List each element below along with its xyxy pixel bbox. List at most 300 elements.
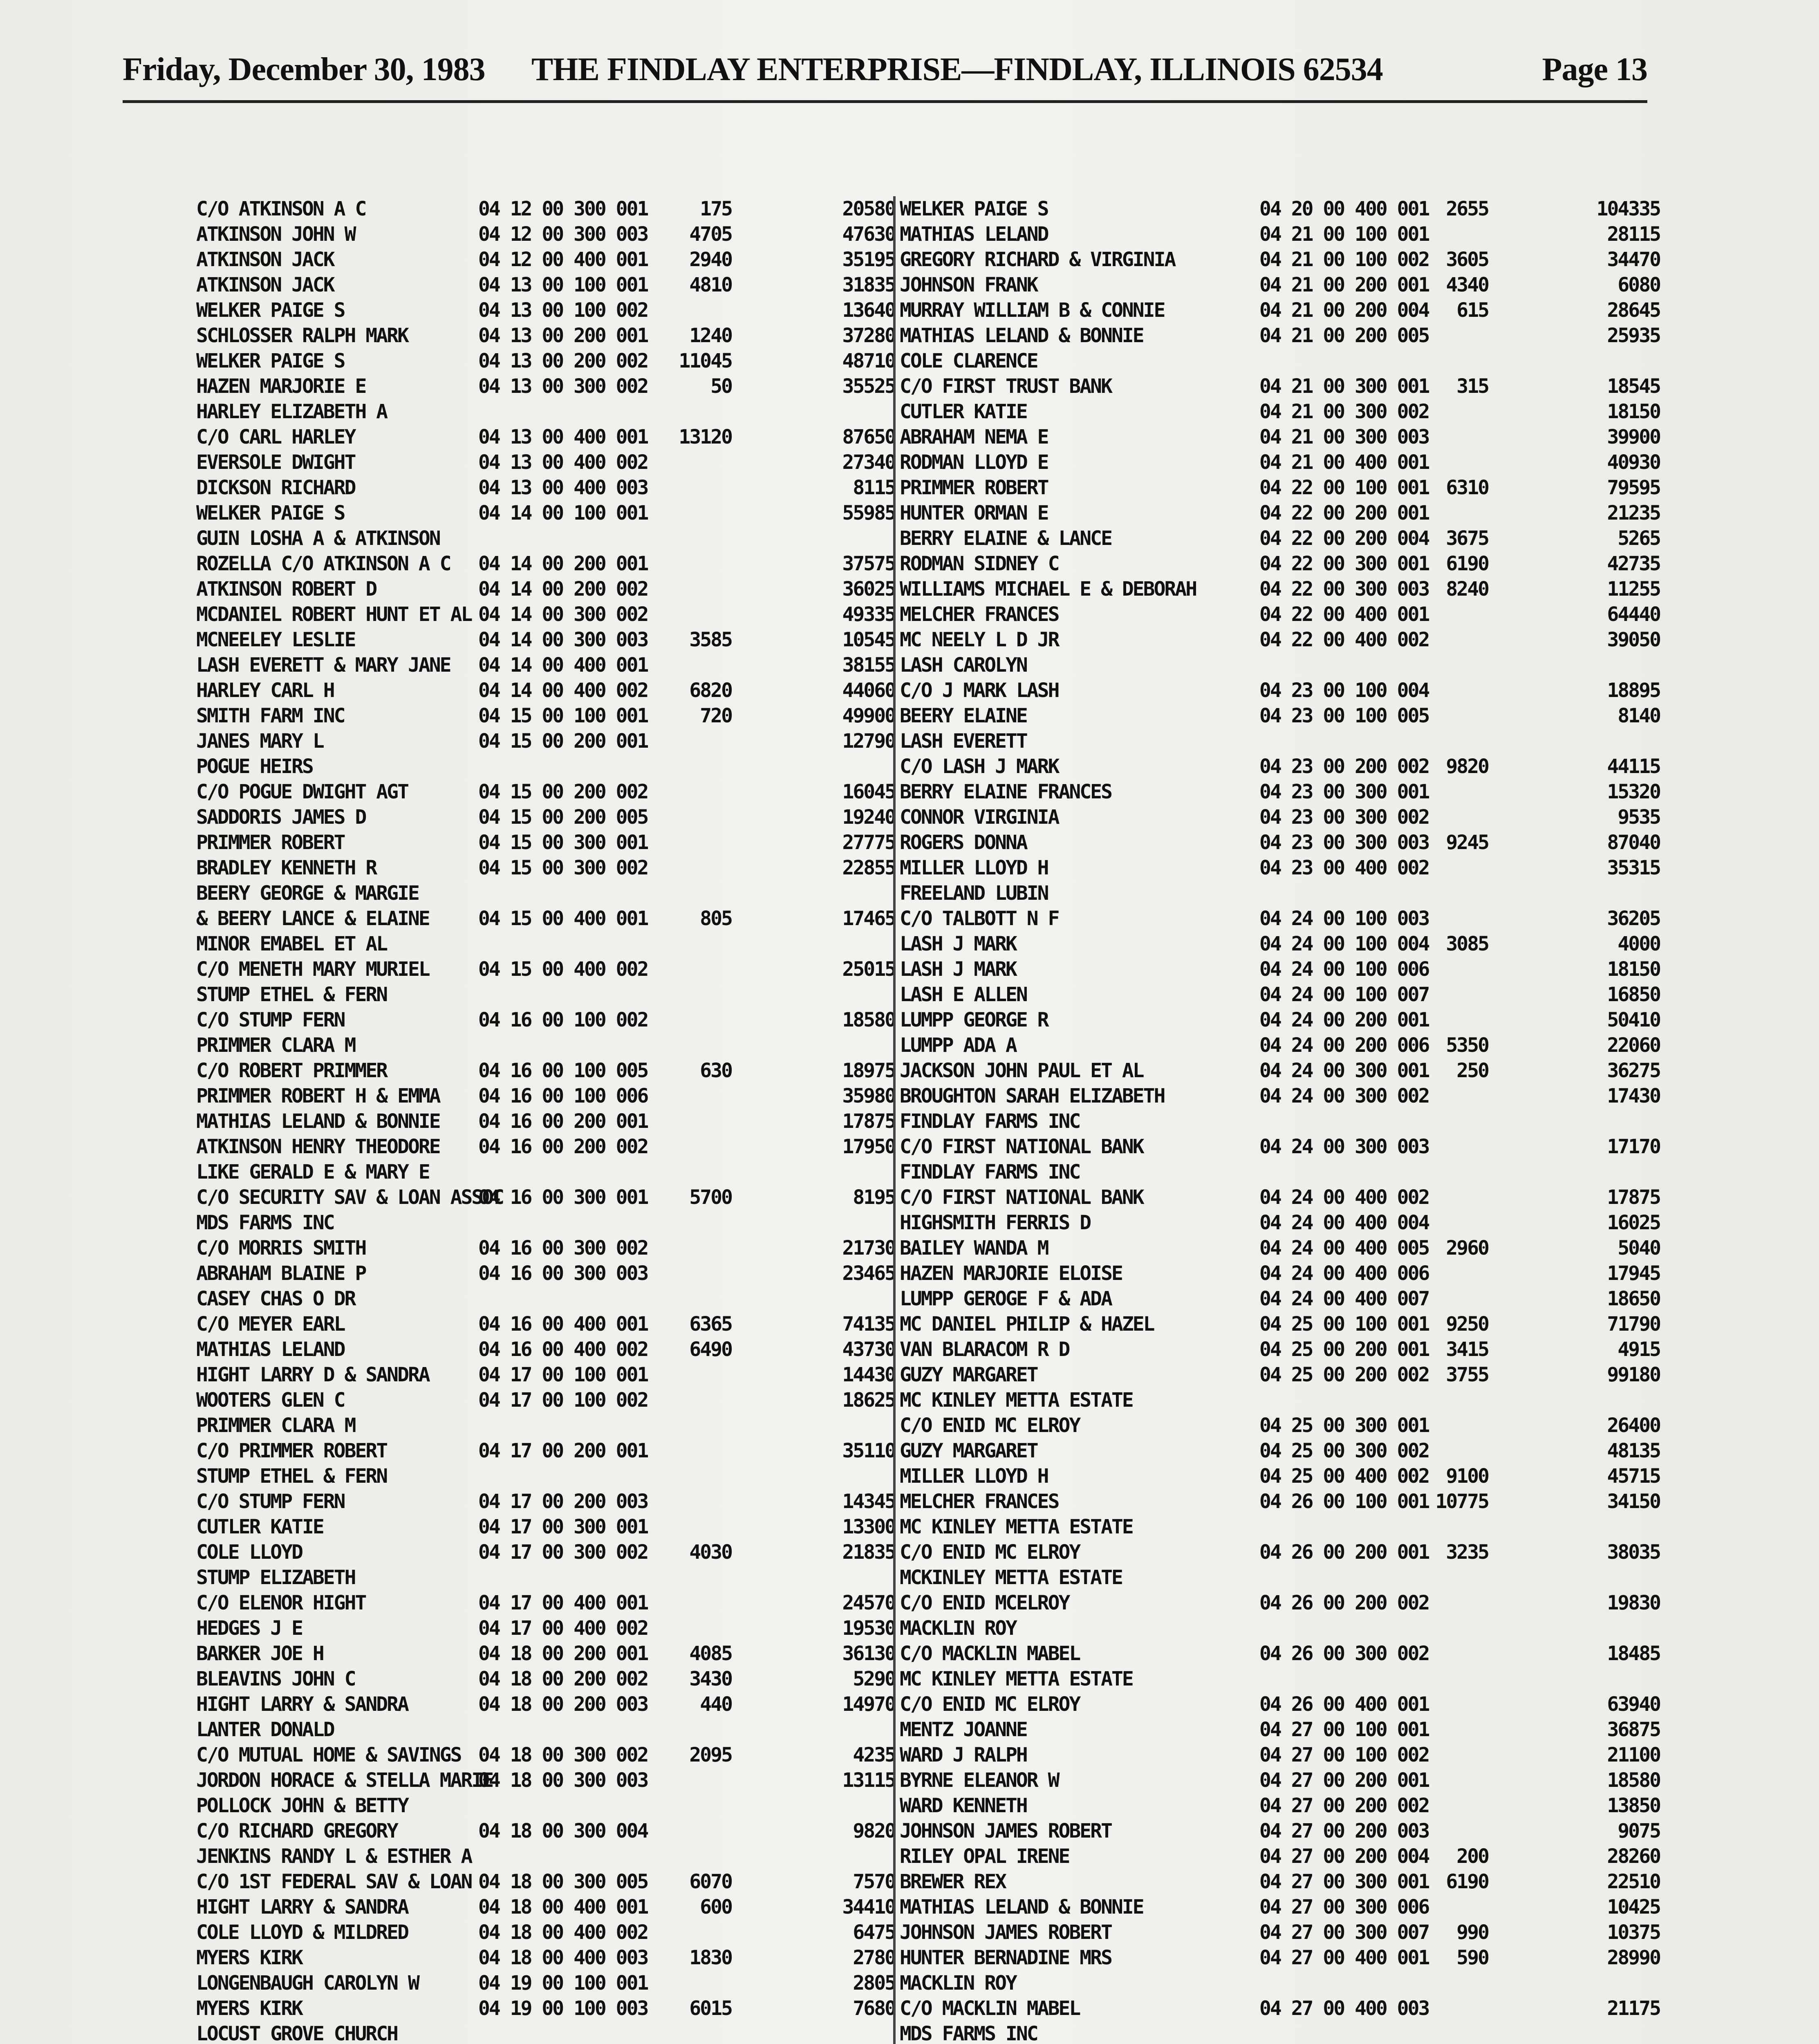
parcel-number: 04 18 00 200 002 bbox=[478, 1667, 648, 1690]
assessed-value-2: 19240 bbox=[842, 806, 895, 829]
assessed-value-1: 2655 bbox=[1446, 197, 1488, 220]
owner-name: C/O PRIMMER ROBERT bbox=[196, 1439, 387, 1462]
listing-row bbox=[196, 475, 895, 500]
parcel-number: 04 22 00 400 001 bbox=[1259, 603, 1429, 626]
parcel-number: 04 18 00 400 001 bbox=[478, 1896, 648, 1918]
parcel-number: 04 15 00 100 001 bbox=[478, 704, 648, 727]
parcel-number: 04 19 00 100 003 bbox=[478, 1997, 648, 2020]
listing-row bbox=[900, 906, 1668, 931]
owner-name: WELKER PAIGE S bbox=[196, 299, 345, 322]
listing-row bbox=[196, 1894, 895, 1920]
parcel-number: 04 21 00 300 001 bbox=[1259, 375, 1429, 398]
assessed-value-1: 3430 bbox=[689, 1667, 732, 1690]
owner-name: HIGHT LARRY D & SANDRA bbox=[196, 1363, 429, 1386]
assessed-value-1: 3235 bbox=[1446, 1541, 1488, 1564]
assessed-value-2: 39900 bbox=[1607, 426, 1660, 448]
assessed-value-2: 34150 bbox=[1607, 1490, 1660, 1513]
listing-row bbox=[900, 830, 1668, 855]
assessed-value-1: 200 bbox=[1456, 1845, 1488, 1868]
assessed-value-1: 4340 bbox=[1446, 273, 1488, 296]
assessed-value-2: 87040 bbox=[1607, 831, 1660, 854]
assessed-value-2: 36875 bbox=[1607, 1718, 1660, 1741]
owner-name: VAN BLARACOM R D bbox=[900, 1338, 1069, 1361]
assessed-value-2: 4000 bbox=[1617, 932, 1660, 955]
parcel-number: 04 24 00 100 007 bbox=[1259, 983, 1429, 1006]
owner-name: C/O CARL HARLEY bbox=[196, 426, 355, 448]
issue-date: Friday, December 30, 1983 bbox=[123, 52, 485, 87]
owner-name: BEERY GEORGE & MARGIE bbox=[196, 882, 419, 905]
parcel-number: 04 23 00 300 001 bbox=[1259, 780, 1429, 803]
listing-row bbox=[196, 222, 895, 247]
assessed-value-2: 25935 bbox=[1607, 324, 1660, 347]
parcel-number: 04 24 00 100 006 bbox=[1259, 958, 1429, 981]
assessed-value-2: 8140 bbox=[1617, 704, 1660, 727]
owner-name: C/O MORRIS SMITH bbox=[196, 1237, 366, 1260]
parcel-number: 04 27 00 200 004 bbox=[1259, 1845, 1429, 1868]
parcel-number: 04 27 00 300 001 bbox=[1259, 1870, 1429, 1893]
listing-row bbox=[196, 424, 895, 450]
assessed-value-1: 9820 bbox=[1446, 755, 1488, 778]
assessed-value-2: 49335 bbox=[842, 603, 895, 626]
assessed-value-2: 14345 bbox=[842, 1490, 895, 1513]
assessed-value-2: 35315 bbox=[1607, 856, 1660, 879]
parcel-number: 04 14 00 400 002 bbox=[478, 679, 648, 702]
assessed-value-1: 4705 bbox=[689, 223, 732, 246]
listing-row bbox=[900, 1033, 1668, 1058]
listing-row bbox=[196, 247, 895, 272]
owner-name: MELCHER FRANCES bbox=[900, 1490, 1059, 1513]
owner-name: FINDLAY FARMS INC bbox=[900, 1110, 1080, 1133]
listing-row bbox=[900, 1996, 1668, 2021]
listing-row bbox=[196, 1590, 895, 1616]
assessed-value-2: 17875 bbox=[1607, 1186, 1660, 1209]
assessed-value-2: 79595 bbox=[1607, 476, 1660, 499]
listing-row bbox=[900, 779, 1668, 805]
owner-name: HUNTER ORMAN E bbox=[900, 502, 1048, 524]
owner-name: MCNEELEY LESLIE bbox=[196, 628, 355, 651]
listing-row bbox=[900, 652, 1668, 678]
assessed-value-2: 9820 bbox=[853, 1820, 895, 1842]
parcel-number: 04 24 00 400 007 bbox=[1259, 1287, 1429, 1310]
listing-row bbox=[900, 348, 1668, 374]
listing-row bbox=[900, 728, 1668, 754]
assessed-value-1: 990 bbox=[1456, 1921, 1488, 1944]
listing-row bbox=[900, 222, 1668, 247]
assessed-value-2: 5040 bbox=[1617, 1237, 1660, 1260]
assessed-value-1: 3585 bbox=[689, 628, 732, 651]
listing-row bbox=[900, 1945, 1668, 1970]
listing-row bbox=[196, 1768, 895, 1793]
owner-name: WILLIAMS MICHAEL E & DEBORAH bbox=[900, 578, 1196, 601]
listing-row bbox=[900, 1920, 1668, 1945]
owner-name: GUIN LOSHA A & ATKINSON bbox=[196, 527, 440, 550]
assessed-value-2: 19830 bbox=[1607, 1591, 1660, 1614]
parcel-number: 04 15 00 300 002 bbox=[478, 856, 648, 879]
parcel-number: 04 21 00 300 003 bbox=[1259, 426, 1429, 448]
assessed-value-2: 18150 bbox=[1607, 958, 1660, 981]
owner-name: MACKLIN ROY bbox=[900, 1617, 1016, 1640]
owner-name: SMITH FARM INC bbox=[196, 704, 345, 727]
parcel-number: 04 18 00 200 001 bbox=[478, 1642, 648, 1665]
assessed-value-1: 2940 bbox=[689, 248, 732, 271]
listing-row bbox=[900, 424, 1668, 450]
owner-name: ATKINSON JACK bbox=[196, 273, 334, 296]
assessed-value-1: 50 bbox=[710, 375, 732, 398]
assessed-value-1: 1240 bbox=[689, 324, 732, 347]
owner-name: MATHIAS LELAND & BONNIE bbox=[196, 1110, 440, 1133]
listing-row bbox=[196, 1261, 895, 1286]
assessed-value-2: 17170 bbox=[1607, 1135, 1660, 1158]
parcel-number: 04 14 00 200 001 bbox=[478, 552, 648, 575]
owner-name: C/O ATKINSON A C bbox=[196, 197, 366, 220]
owner-name: C/O LASH J MARK bbox=[900, 755, 1059, 778]
parcel-number: 04 13 00 200 002 bbox=[478, 350, 648, 372]
parcel-number: 04 17 00 100 002 bbox=[478, 1389, 648, 1412]
assessed-value-2: 47630 bbox=[842, 223, 895, 246]
parcel-number: 04 13 00 400 001 bbox=[478, 426, 648, 448]
parcel-number: 04 16 00 100 005 bbox=[478, 1059, 648, 1082]
listing-row bbox=[900, 247, 1668, 272]
listing-row bbox=[900, 881, 1668, 906]
parcel-number: 04 21 00 200 001 bbox=[1259, 273, 1429, 296]
listing-row bbox=[196, 1818, 895, 1844]
owner-name: MC KINLEY METTA ESTATE bbox=[900, 1389, 1133, 1412]
assessed-value-2: 36130 bbox=[842, 1642, 895, 1665]
assessed-value-2: 50410 bbox=[1607, 1009, 1660, 1031]
owner-name: HAZEN MARJORIE ELOISE bbox=[900, 1262, 1122, 1285]
assessed-value-1: 3415 bbox=[1446, 1338, 1488, 1361]
parcel-number: 04 14 00 400 001 bbox=[478, 654, 648, 677]
listing-row bbox=[196, 1616, 895, 1641]
parcel-number: 04 25 00 300 002 bbox=[1259, 1439, 1429, 1462]
parcel-number: 04 24 00 400 006 bbox=[1259, 1262, 1429, 1285]
assessed-value-1: 250 bbox=[1456, 1059, 1488, 1082]
assessed-value-2: 22060 bbox=[1607, 1034, 1660, 1057]
owner-name: EVERSOLE DWIGHT bbox=[196, 451, 355, 474]
listing-row bbox=[196, 1742, 895, 1768]
parcel-number: 04 27 00 200 001 bbox=[1259, 1769, 1429, 1792]
listing-row bbox=[196, 1438, 895, 1464]
assessed-value-1: 1830 bbox=[689, 1946, 732, 1969]
owner-name: C/O ENID MC ELROY bbox=[900, 1541, 1080, 1564]
parcel-number: 04 26 00 300 002 bbox=[1259, 1642, 1429, 1665]
listing-row bbox=[900, 500, 1668, 526]
parcel-number: 04 24 00 100 003 bbox=[1259, 907, 1429, 930]
parcel-number: 04 25 00 300 001 bbox=[1259, 1414, 1429, 1437]
owner-name: C/O FIRST TRUST BANK bbox=[900, 375, 1111, 398]
owner-name: PRIMMER CLARA M bbox=[196, 1034, 355, 1057]
listing-row bbox=[196, 1641, 895, 1666]
assessed-value-2: 13300 bbox=[842, 1515, 895, 1538]
parcel-number: 04 21 00 300 002 bbox=[1259, 400, 1429, 423]
assessed-value-2: 64440 bbox=[1607, 603, 1660, 626]
owner-name: C/O ENID MC ELROY bbox=[900, 1414, 1080, 1437]
assessed-value-2: 22510 bbox=[1607, 1870, 1660, 1893]
assessed-value-2: 4915 bbox=[1617, 1338, 1660, 1361]
listing-row bbox=[196, 1159, 895, 1185]
assessed-value-2: 27775 bbox=[842, 831, 895, 854]
parcel-number: 04 22 00 300 003 bbox=[1259, 578, 1429, 601]
owner-name: STUMP ETHEL & FERN bbox=[196, 1465, 387, 1488]
assessed-value-2: 18625 bbox=[842, 1389, 895, 1412]
assessed-value-1: 440 bbox=[700, 1693, 732, 1716]
owner-name: LASH E ALLEN bbox=[900, 983, 1027, 1006]
listing-row bbox=[900, 1185, 1668, 1210]
parcel-number: 04 24 00 400 002 bbox=[1259, 1186, 1429, 1209]
assessed-value-1: 315 bbox=[1456, 375, 1488, 398]
assessed-value-2: 43730 bbox=[842, 1338, 895, 1361]
owner-name: BAILEY WANDA M bbox=[900, 1237, 1048, 1260]
listing-row bbox=[900, 1565, 1668, 1590]
parcel-number: 04 15 00 200 005 bbox=[478, 806, 648, 829]
assessed-value-2: 14430 bbox=[842, 1363, 895, 1386]
assessed-value-2: 18650 bbox=[1607, 1287, 1660, 1310]
owner-name: BREWER REX bbox=[900, 1870, 1006, 1893]
owner-name: HARLEY ELIZABETH A bbox=[196, 400, 387, 423]
listing-row bbox=[196, 1362, 895, 1387]
assessed-value-1: 6365 bbox=[689, 1313, 732, 1336]
owner-name: GREGORY RICHARD & VIRGINIA bbox=[900, 248, 1175, 271]
parcel-number: 04 21 00 100 002 bbox=[1259, 248, 1429, 271]
listing-row bbox=[900, 1210, 1668, 1235]
listing-row bbox=[196, 399, 895, 424]
owner-name: DICKSON RICHARD bbox=[196, 476, 355, 499]
listing-row bbox=[900, 754, 1668, 779]
assessed-value-2: 18545 bbox=[1607, 375, 1660, 398]
parcel-number: 04 13 00 100 001 bbox=[478, 273, 648, 296]
listing-row bbox=[900, 475, 1668, 500]
parcel-number: 04 27 00 400 001 bbox=[1259, 1946, 1429, 1969]
listing-row bbox=[900, 1514, 1668, 1540]
assessed-value-2: 13115 bbox=[842, 1769, 895, 1792]
assessed-value-2: 28260 bbox=[1607, 1845, 1660, 1868]
owner-name: LANTER DONALD bbox=[196, 1718, 334, 1741]
owner-name: RODMAN SIDNEY C bbox=[900, 552, 1059, 575]
parcel-number: 04 16 00 300 003 bbox=[478, 1262, 648, 1285]
owner-name: FREELAND LUBIN bbox=[900, 882, 1048, 905]
listing-row bbox=[900, 805, 1668, 830]
owner-name: MATHIAS LELAND & BONNIE bbox=[900, 324, 1143, 347]
owner-name: WARD KENNETH bbox=[900, 1794, 1027, 1817]
parcel-number: 04 27 00 300 006 bbox=[1259, 1896, 1429, 1918]
assessed-value-2: 21235 bbox=[1607, 502, 1660, 524]
parcel-number: 04 27 00 400 003 bbox=[1259, 1997, 1429, 2020]
owner-name: POLLOCK JOHN & BETTY bbox=[196, 1794, 408, 1817]
assessed-value-2: 21835 bbox=[842, 1541, 895, 1564]
owner-name: HUNTER BERNADINE MRS bbox=[900, 1946, 1111, 1969]
assessed-value-2: 7570 bbox=[853, 1870, 895, 1893]
parcel-number: 04 27 00 300 007 bbox=[1259, 1921, 1429, 1944]
listing-row bbox=[196, 1666, 895, 1692]
assessed-value-2: 17945 bbox=[1607, 1262, 1660, 1285]
assessed-value-1: 4030 bbox=[689, 1541, 732, 1564]
owner-name: ATKINSON HENRY THEODORE bbox=[196, 1135, 440, 1158]
listing-row bbox=[196, 1286, 895, 1311]
assessed-value-2: 5290 bbox=[853, 1667, 895, 1690]
listing-row bbox=[900, 1464, 1668, 1489]
owner-name: MCDANIEL ROBERT HUNT ET AL bbox=[196, 603, 472, 626]
listing-row bbox=[900, 1666, 1668, 1692]
assessed-value-2: 35195 bbox=[842, 248, 895, 271]
owner-name: LASH EVERETT & MARY JANE bbox=[196, 654, 450, 677]
parcel-number: 04 20 00 400 001 bbox=[1259, 197, 1429, 220]
masthead bbox=[123, 39, 1647, 100]
owner-name: ABRAHAM BLAINE P bbox=[196, 1262, 366, 1285]
owner-name: C/O MACKLIN MABEL bbox=[900, 1997, 1080, 2020]
assessed-value-2: 19530 bbox=[842, 1617, 895, 1640]
listing-row bbox=[900, 576, 1668, 602]
listing-row bbox=[196, 1311, 895, 1337]
owner-name: JANES MARY L bbox=[196, 730, 323, 753]
owner-name: LONGENBAUGH CAROLYN W bbox=[196, 1972, 419, 1995]
assessed-value-1: 6070 bbox=[689, 1870, 732, 1893]
parcel-number: 04 15 00 300 001 bbox=[478, 831, 648, 854]
owner-name: RODMAN LLOYD E bbox=[900, 451, 1048, 474]
assessed-value-1: 5700 bbox=[689, 1186, 732, 1209]
owner-name: BARKER JOE H bbox=[196, 1642, 323, 1665]
owner-name: C/O SECURITY SAV & LOAN ASSOC bbox=[196, 1186, 504, 1209]
assessed-value-2: 15320 bbox=[1607, 780, 1660, 803]
tax-listing-right-column bbox=[893, 196, 1668, 2044]
owner-name: C/O STUMP FERN bbox=[196, 1490, 345, 1513]
listing-row bbox=[900, 602, 1668, 627]
parcel-number: 04 18 00 400 002 bbox=[478, 1921, 648, 1944]
listing-row bbox=[196, 374, 895, 399]
owner-name: MYERS KIRK bbox=[196, 1997, 302, 2020]
owner-name: GUZY MARGARET bbox=[900, 1439, 1037, 1462]
parcel-number: 04 18 00 200 003 bbox=[478, 1693, 648, 1716]
owner-name: C/O STUMP FERN bbox=[196, 1009, 345, 1031]
listing-row bbox=[900, 1742, 1668, 1768]
parcel-number: 04 25 00 200 001 bbox=[1259, 1338, 1429, 1361]
parcel-number: 04 15 00 400 001 bbox=[478, 907, 648, 930]
parcel-number: 04 26 00 200 001 bbox=[1259, 1541, 1429, 1564]
assessed-value-1: 8240 bbox=[1446, 578, 1488, 601]
owner-name: BEERY ELAINE bbox=[900, 704, 1027, 727]
assessed-value-2: 10545 bbox=[842, 628, 895, 651]
parcel-number: 04 17 00 100 001 bbox=[478, 1363, 648, 1386]
parcel-number: 04 27 00 200 003 bbox=[1259, 1820, 1429, 1842]
parcel-number: 04 16 00 400 001 bbox=[478, 1313, 648, 1336]
assessed-value-1: 175 bbox=[700, 197, 732, 220]
parcel-number: 04 12 00 400 001 bbox=[478, 248, 648, 271]
owner-name: LASH J MARK bbox=[900, 958, 1016, 981]
parcel-number: 04 21 00 400 001 bbox=[1259, 451, 1429, 474]
assessed-value-1: 2095 bbox=[689, 1744, 732, 1766]
assessed-value-1: 600 bbox=[700, 1896, 732, 1918]
listing-row bbox=[900, 1616, 1668, 1641]
parcel-number: 04 23 00 100 004 bbox=[1259, 679, 1429, 702]
owner-name: PRIMMER ROBERT H & EMMA bbox=[196, 1085, 440, 1107]
listing-row bbox=[196, 1058, 895, 1083]
parcel-number: 04 12 00 300 001 bbox=[478, 197, 648, 220]
listing-row bbox=[196, 1945, 895, 1970]
assessed-value-2: 71790 bbox=[1607, 1313, 1660, 1336]
listing-row bbox=[196, 450, 895, 475]
owner-name: WELKER PAIGE S bbox=[900, 197, 1048, 220]
assessed-value-2: 44115 bbox=[1607, 755, 1660, 778]
listing-row bbox=[196, 1413, 895, 1438]
owner-name: C/O J MARK LASH bbox=[900, 679, 1059, 702]
assessed-value-1: 720 bbox=[700, 704, 732, 727]
listing-row bbox=[196, 1920, 895, 1945]
listing-row bbox=[196, 1464, 895, 1489]
parcel-number: 04 26 00 100 001 bbox=[1259, 1490, 1429, 1513]
listing-row bbox=[196, 1717, 895, 1742]
owner-name: HEDGES J E bbox=[196, 1617, 302, 1640]
assessed-value-2: 5265 bbox=[1617, 527, 1660, 550]
assessed-value-1: 10775 bbox=[1435, 1490, 1488, 1513]
listing-row bbox=[900, 982, 1668, 1007]
parcel-number: 04 13 00 400 003 bbox=[478, 476, 648, 499]
listing-row bbox=[196, 1869, 895, 1894]
assessed-value-1: 2960 bbox=[1446, 1237, 1488, 1260]
owner-name: FINDLAY FARMS INC bbox=[900, 1161, 1080, 1183]
assessed-value-2: 4235 bbox=[853, 1744, 895, 1766]
listing-row bbox=[900, 1286, 1668, 1311]
assessed-value-2: 74135 bbox=[842, 1313, 895, 1336]
parcel-number: 04 17 00 400 001 bbox=[478, 1591, 648, 1614]
assessed-value-2: 6475 bbox=[853, 1921, 895, 1944]
parcel-number: 04 27 00 200 002 bbox=[1259, 1794, 1429, 1817]
owner-name: ATKINSON JACK bbox=[196, 248, 334, 271]
listing-row bbox=[196, 957, 895, 982]
owner-name: STUMP ELIZABETH bbox=[196, 1566, 355, 1589]
masthead-rule bbox=[123, 100, 1647, 103]
parcel-number: 04 18 00 400 003 bbox=[478, 1946, 648, 1969]
owner-name: C/O MENETH MARY MURIEL bbox=[196, 958, 429, 981]
assessed-value-1: 5350 bbox=[1446, 1034, 1488, 1057]
listing-row bbox=[900, 196, 1668, 222]
parcel-number: 04 16 00 300 002 bbox=[478, 1237, 648, 1260]
listing-row bbox=[900, 1109, 1668, 1134]
assessed-value-2: 48710 bbox=[842, 350, 895, 372]
listing-row bbox=[196, 1033, 895, 1058]
parcel-number: 04 14 00 100 001 bbox=[478, 502, 648, 524]
listing-row bbox=[900, 703, 1668, 728]
owner-name: LUMPP ADA A bbox=[900, 1034, 1016, 1057]
owner-name: WELKER PAIGE S bbox=[196, 502, 345, 524]
listing-row bbox=[196, 1235, 895, 1261]
assessed-value-2: 2780 bbox=[853, 1946, 895, 1969]
assessed-value-2: 34410 bbox=[842, 1896, 895, 1918]
owner-name: ATKINSON JOHN W bbox=[196, 223, 355, 246]
owner-name: C/O MEYER EARL bbox=[196, 1313, 345, 1336]
owner-name: MENTZ JOANNE bbox=[900, 1718, 1027, 1741]
listing-row bbox=[196, 652, 895, 678]
parcel-number: 04 15 00 400 002 bbox=[478, 958, 648, 981]
listing-row bbox=[196, 1996, 895, 2021]
owner-name: ROZELLA C/O ATKINSON A C bbox=[196, 552, 450, 575]
owner-name: BERRY ELAINE FRANCES bbox=[900, 780, 1111, 803]
assessed-value-2: 2805 bbox=[853, 1972, 895, 1995]
assessed-value-2: 16850 bbox=[1607, 983, 1660, 1006]
parcel-number: 04 14 00 300 003 bbox=[478, 628, 648, 651]
listing-row bbox=[900, 1970, 1668, 1996]
owner-name: MYERS KIRK bbox=[196, 1946, 302, 1969]
assessed-value-2: 17430 bbox=[1607, 1085, 1660, 1107]
parcel-number: 04 26 00 200 002 bbox=[1259, 1591, 1429, 1614]
assessed-value-2: 37575 bbox=[842, 552, 895, 575]
assessed-value-1: 6490 bbox=[689, 1338, 732, 1361]
assessed-value-2: 36025 bbox=[842, 578, 895, 601]
assessed-value-2: 38155 bbox=[842, 654, 895, 677]
listing-row bbox=[900, 1387, 1668, 1413]
assessed-value-2: 13850 bbox=[1607, 1794, 1660, 1817]
assessed-value-2: 21175 bbox=[1607, 1997, 1660, 2020]
owner-name: SCHLOSSER RALPH MARK bbox=[196, 324, 408, 347]
listing-row bbox=[196, 1540, 895, 1565]
